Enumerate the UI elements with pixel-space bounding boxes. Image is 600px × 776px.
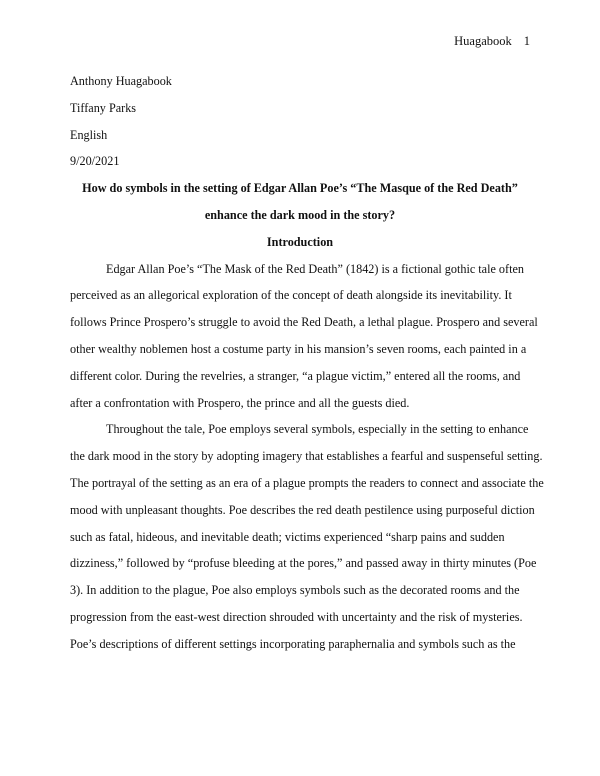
section-heading: Introduction	[266, 234, 334, 249]
instructor-name: Tiffany Parks	[70, 100, 137, 115]
title-line-1: How do symbols in the setting of Edgar Allan Poe’s “The Masque of the Red Death”	[82, 181, 518, 196]
paragraph-line: Edgar Allan Poe’s “The Mask of the Red Death” (1842) is a fictional gothic tale often	[106, 261, 524, 276]
paragraph-line: progression from the east-west direction shrouded with uncertainty and the risk of mysteries.	[70, 609, 523, 624]
paragraph-line: mood with unpleasant thoughts. Poe describes the red death pestilence using purposeful diction	[70, 502, 535, 517]
paragraph-line: Poe’s descriptions of different settings incorporating paraphernalia and symbols such as the	[70, 636, 516, 651]
paragraph-line: 3). In addition to the plague, Poe also employs symbols such as the decorated rooms and the	[70, 583, 520, 598]
header-surname: Huagabook	[454, 34, 512, 48]
title-line-2: enhance the dark mood in the story?	[204, 207, 396, 222]
paragraph-2	[70, 416, 544, 657]
document-date: 9/20/2021	[70, 154, 120, 169]
course-name: English	[70, 127, 108, 142]
paragraph-line: other wealthy noblemen host a costume party in his mansion’s seven rooms, each painted in a	[70, 341, 527, 356]
paragraph-line: such as fatal, hideous, and inevitable death; victims experienced “sharp pains and sudden	[70, 529, 505, 544]
document-body	[70, 68, 544, 658]
paragraph-1	[70, 256, 538, 417]
paragraph-line: different color. During the revelries, a stranger, “a plague victim,” entered all the rooms, and	[70, 368, 521, 383]
paragraph-line: dizziness,” followed by “profuse bleeding at the pores,” and passed away in thirty minutes (Poe	[70, 556, 537, 571]
paragraph-line: Throughout the tale, Poe employs several symbols, especially in the setting to enhance	[106, 422, 529, 437]
page-number: 1	[523, 34, 530, 48]
paragraph-line: The portrayal of the setting as an era of a plague prompts the readers to connect and associate the	[70, 475, 544, 490]
paragraph-line: follows Prince Prospero’s struggle to avoid the Red Death, a lethal plague. Prospero and several	[70, 315, 538, 330]
running-header	[454, 34, 530, 49]
paragraph-line: perceived as an allegorical exploration of the concept of death alongside its inevitability. It	[70, 288, 512, 303]
paragraph-line: after a confrontation with Prospero, the prince and all the guests died.	[70, 395, 410, 410]
paragraph-line: the dark mood in the story by adopting imagery that establishes a fearful and suspenseful setting.	[70, 449, 543, 464]
author-name: Anthony Huagabook	[70, 74, 172, 88]
